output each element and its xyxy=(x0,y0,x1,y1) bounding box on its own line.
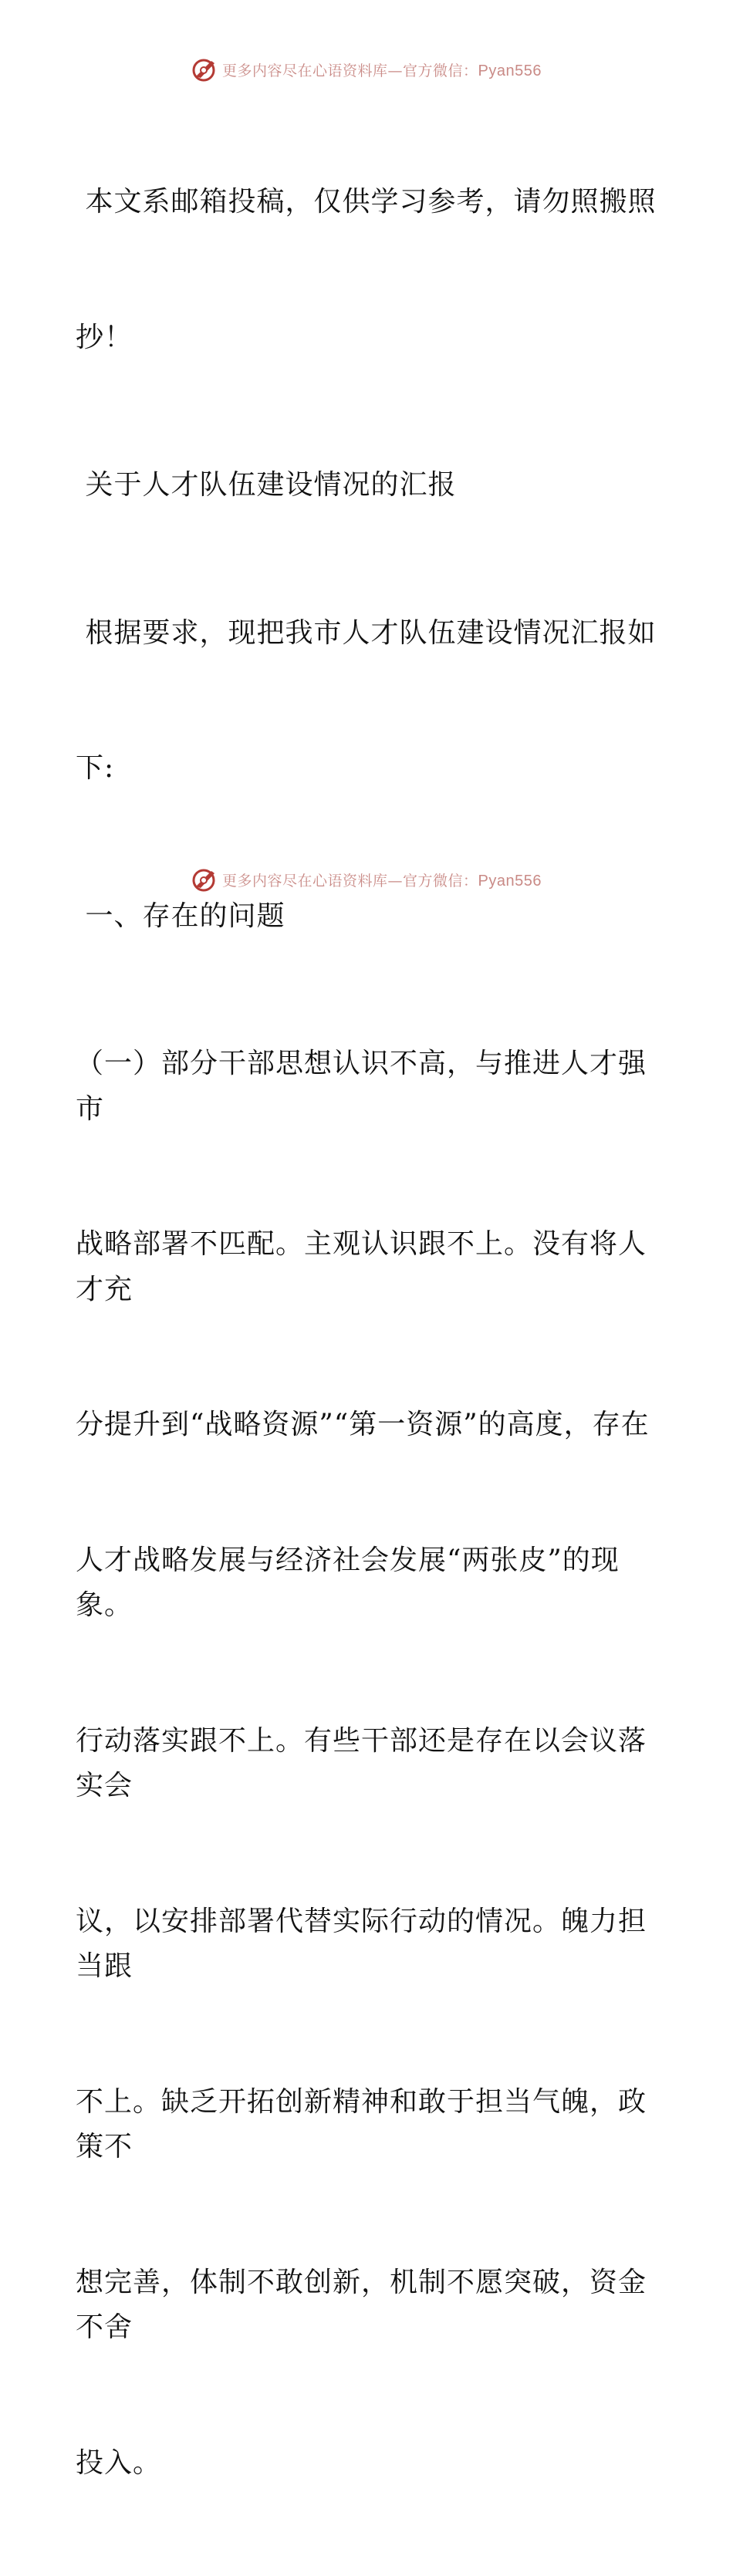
notice-line: 抄！ xyxy=(76,321,133,353)
intro-line: 根据要求，现把我市人才队伍建设情况汇报如 xyxy=(76,616,657,649)
body-line: 投入。 xyxy=(76,2446,162,2479)
notice-paragraph xyxy=(76,89,662,451)
intro-paragraph xyxy=(76,521,662,882)
document-title: 关于人才队伍建设情况的汇报 xyxy=(76,469,457,501)
header-watermark-banner xyxy=(0,52,733,86)
quill-seal-logo-icon xyxy=(191,56,218,83)
document-body xyxy=(76,89,662,2576)
body-line: 想完善，体制不敢创新，机制不愿突破，资金不舍 xyxy=(76,2266,647,2343)
body-line: 不上。缺乏开拓创新精神和敢于担当气魄，政策不 xyxy=(76,2085,647,2162)
notice-line: 本文系邮箱投稿，仅供学习参考，请勿照搬照 xyxy=(76,186,657,218)
watermark-text: 更多内容尽在心语资料库—官方微信：Pyan556 xyxy=(222,872,542,890)
watermark-text: 更多内容尽在心语资料库—官方微信：Pyan556 xyxy=(222,62,542,79)
body-line: 分提升到“战略资源”“第一资源”的高度，存在 xyxy=(76,1409,650,1440)
section-heading: 一、存在的问题 xyxy=(76,900,285,932)
body-line: 行动落实跟不上。有些干部还是存在以会议落实会 xyxy=(76,1724,647,1801)
body-line: （一）部分干部思想认识不高，与推进人才强市 xyxy=(76,1048,647,1125)
footer-watermark-banner xyxy=(0,863,733,896)
body-line: 战略部署不匹配。主观认识跟不上。没有将人才充 xyxy=(76,1228,647,1305)
body-paragraph xyxy=(76,951,662,2576)
quill-seal-logo-icon xyxy=(191,866,218,893)
body-line: 议，以安排部署代替实际行动的情况。魄力担当跟 xyxy=(76,1905,647,1982)
body-line: 人才战略发展与经济社会发展“两张皮”的现象。 xyxy=(76,1544,620,1621)
intro-line: 下: xyxy=(76,752,115,784)
